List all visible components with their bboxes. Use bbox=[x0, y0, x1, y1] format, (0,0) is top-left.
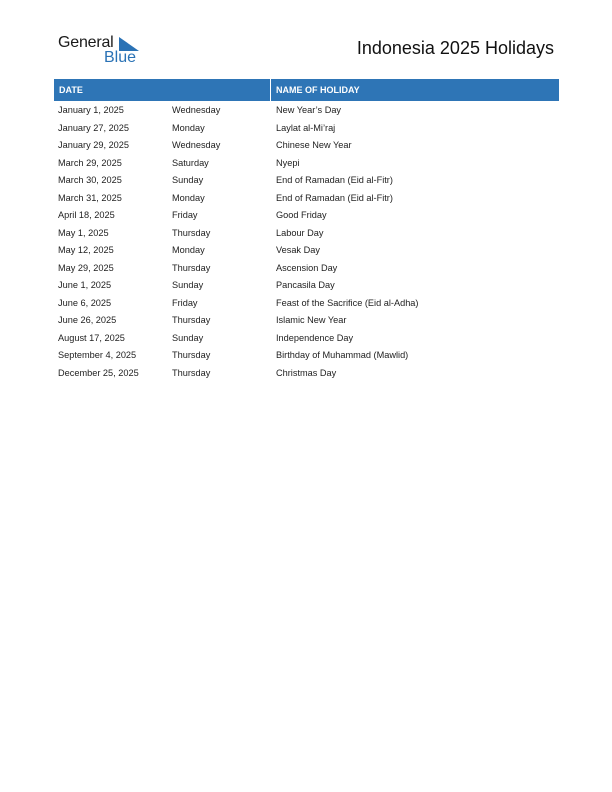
holiday-name: New Year’s Day bbox=[276, 105, 342, 115]
holiday-name: Pancasila Day bbox=[276, 280, 335, 290]
holiday-date: June 1, 2025 bbox=[58, 280, 112, 290]
holiday-weekday: Friday bbox=[172, 297, 198, 308]
holiday-date: May 12, 2025 bbox=[58, 245, 114, 255]
holiday-weekday: Thursday bbox=[172, 262, 211, 273]
holiday-weekday: Wednesday bbox=[172, 140, 221, 150]
holiday-weekday: Thursday bbox=[172, 227, 211, 238]
table-body bbox=[54, 102, 559, 382]
holiday-weekday: Monday bbox=[172, 192, 205, 203]
table-row bbox=[54, 312, 559, 330]
holiday-weekday: Thursday bbox=[172, 315, 211, 325]
logo-word-general: General bbox=[58, 34, 114, 51]
holiday-date: April 18, 2025 bbox=[58, 210, 115, 220]
holiday-weekday: Monday bbox=[172, 245, 205, 255]
holiday-name: Ascension Day bbox=[276, 262, 338, 273]
holiday-date: March 29, 2025 bbox=[58, 157, 122, 168]
holiday-name: Vesak Day bbox=[276, 245, 320, 255]
holiday-name: Labour Day bbox=[276, 227, 324, 238]
table-row bbox=[54, 347, 559, 365]
holiday-date: March 31, 2025 bbox=[58, 192, 122, 203]
holiday-date: June 6, 2025 bbox=[58, 297, 112, 308]
holiday-weekday: Sunday bbox=[172, 280, 204, 290]
table-row bbox=[54, 207, 559, 225]
holiday-weekday: Saturday bbox=[172, 157, 209, 168]
holiday-date: January 27, 2025 bbox=[58, 122, 130, 133]
holiday-weekday: Sunday bbox=[172, 332, 204, 343]
holiday-weekday: Thursday bbox=[172, 367, 211, 378]
column-header-name: NAME OF HOLIDAY bbox=[276, 85, 360, 95]
header-divider bbox=[270, 79, 271, 101]
holiday-date: June 26, 2025 bbox=[58, 315, 117, 325]
holiday-date: August 17, 2025 bbox=[58, 332, 125, 343]
holiday-name: Birthday of Muhammad (Mawlid) bbox=[276, 350, 409, 360]
holiday-date: May 1, 2025 bbox=[58, 227, 109, 238]
holiday-date: March 30, 2025 bbox=[58, 175, 122, 185]
table-row bbox=[54, 277, 559, 295]
page-title: Indonesia 2025 Holidays bbox=[356, 38, 554, 58]
table-row bbox=[54, 225, 559, 243]
holiday-date: January 1, 2025 bbox=[58, 105, 124, 115]
holiday-table bbox=[54, 79, 559, 382]
table-row bbox=[54, 102, 559, 120]
table-row bbox=[54, 190, 559, 208]
holiday-name: Christmas Day bbox=[276, 367, 337, 378]
holiday-weekday: Wednesday bbox=[172, 105, 221, 115]
holiday-date: May 29, 2025 bbox=[58, 262, 114, 273]
holiday-weekday: Monday bbox=[172, 122, 205, 133]
holiday-weekday: Thursday bbox=[172, 350, 211, 360]
holiday-date: September 4, 2025 bbox=[58, 350, 137, 360]
holiday-weekday: Friday bbox=[172, 210, 198, 220]
column-header-date: DATE bbox=[59, 85, 83, 95]
table-row bbox=[54, 295, 559, 313]
holiday-name: Feast of the Sacrifice (Eid al-Adha) bbox=[276, 297, 419, 308]
table-header bbox=[54, 79, 559, 101]
holiday-name: Islamic New Year bbox=[276, 315, 347, 325]
logo-word-blue: Blue bbox=[104, 49, 137, 66]
holiday-name: Independence Day bbox=[276, 332, 354, 343]
table-row bbox=[54, 330, 559, 348]
holiday-name: Chinese New Year bbox=[276, 140, 352, 150]
table-row bbox=[54, 137, 559, 155]
holiday-name: End of Ramadan (Eid al-Fitr) bbox=[276, 175, 393, 185]
table-row bbox=[54, 260, 559, 278]
table-row bbox=[54, 365, 559, 383]
holiday-date: January 29, 2025 bbox=[58, 140, 130, 150]
brand-logo bbox=[58, 34, 158, 68]
holiday-name: Laylat al-Mi’raj bbox=[276, 122, 336, 133]
holiday-name: End of Ramadan (Eid al-Fitr) bbox=[276, 192, 393, 203]
table-row bbox=[54, 172, 559, 190]
table-row bbox=[54, 155, 559, 173]
holiday-date: December 25, 2025 bbox=[58, 367, 139, 378]
holiday-name: Good Friday bbox=[276, 210, 327, 220]
holiday-weekday: Sunday bbox=[172, 175, 204, 185]
holiday-name: Nyepi bbox=[276, 157, 300, 168]
table-row bbox=[54, 242, 559, 260]
table-row bbox=[54, 120, 559, 138]
